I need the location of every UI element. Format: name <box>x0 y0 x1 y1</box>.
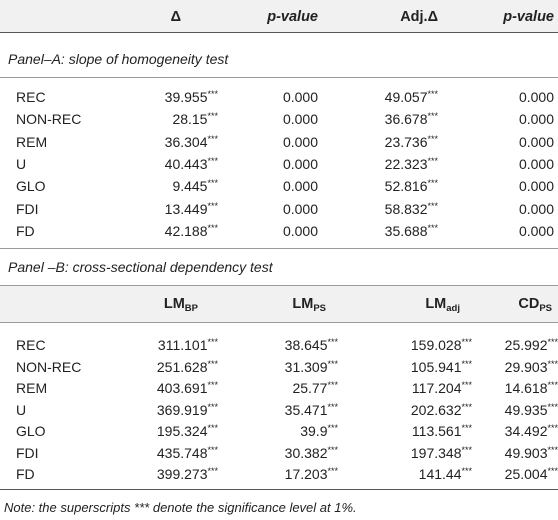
significance-mark: *** <box>207 111 218 122</box>
row-label: REM <box>16 380 48 396</box>
table-cell-v2: 0.000 <box>282 200 318 217</box>
row-label: U <box>16 401 27 418</box>
table-cell-v1: 251.628*** <box>156 358 218 375</box>
table-cell-v4: 25.992*** <box>504 337 558 353</box>
table-cell-v1: 42.188*** <box>164 222 218 239</box>
table-cell-v3: 159.028*** <box>410 337 472 353</box>
significance-mark: *** <box>207 444 218 455</box>
table-cell-v4: 0.000 <box>518 111 554 128</box>
row-label: GLO <box>16 178 46 195</box>
significance-mark: *** <box>427 222 438 233</box>
rule <box>0 77 558 78</box>
panel-a-header-adj-delta: Adj.Δ <box>400 9 438 25</box>
significance-mark: *** <box>547 380 558 390</box>
significance-mark: *** <box>547 358 558 369</box>
significance-mark: *** <box>207 222 218 233</box>
table-cell-v2: 0.000 <box>282 133 318 150</box>
table-cell-v3: 49.057*** <box>384 89 438 105</box>
table-cell-v1: 13.449*** <box>164 200 218 217</box>
panel-a-title: Panel–A: slope of homogeneity test <box>8 51 229 67</box>
significance-mark: *** <box>461 380 472 390</box>
table-cell-v1: 435.748*** <box>156 444 218 461</box>
significance-mark: *** <box>427 155 438 166</box>
table-cell-v2: 0.000 <box>282 155 318 172</box>
table-cell-v1: 36.304*** <box>164 133 218 150</box>
row-label: REC <box>16 89 46 105</box>
rule <box>0 32 558 33</box>
significance-mark: *** <box>461 466 472 476</box>
panel-b-title: Panel –B: cross-sectional dependency test <box>8 259 273 275</box>
significance-mark: *** <box>207 200 218 211</box>
table-cell-v2: 0.000 <box>282 178 318 195</box>
panel-b-header-lm-adj: $LM_{adj}$ <box>425 296 460 314</box>
significance-mark: *** <box>461 444 472 455</box>
table-cell-v3: 35.688*** <box>384 222 438 239</box>
significance-mark: *** <box>327 401 338 412</box>
table-cell-v3: 52.816*** <box>384 178 438 195</box>
table-cell-v1: 28.15*** <box>172 111 218 128</box>
table-cell-v1: 311.101*** <box>157 337 218 353</box>
table-cell-v2: 17.203*** <box>284 466 338 482</box>
table-cell-v2: 25.77*** <box>292 380 338 396</box>
table-cell-v3: 141.44*** <box>418 466 472 482</box>
significance-mark: *** <box>427 133 438 144</box>
table-cell-v2: 0.000 <box>282 111 318 128</box>
significance-mark: *** <box>427 89 438 99</box>
panel-b-header-row <box>0 285 558 323</box>
row-label: FD <box>16 466 35 482</box>
table-cell-v1: 40.443*** <box>164 155 218 172</box>
table-cell-v2: 38.645*** <box>284 337 338 353</box>
table-cell-v1: 403.691*** <box>156 380 218 396</box>
table-cell-v4: 34.492*** <box>504 423 558 439</box>
significance-mark: *** <box>327 358 338 369</box>
row-label: GLO <box>16 423 46 439</box>
row-label: REC <box>16 337 46 353</box>
table-cell-v4: 49.903*** <box>504 444 558 461</box>
table-cell-v3: 58.832*** <box>384 200 438 217</box>
significance-mark: *** <box>547 337 558 347</box>
significance-mark: *** <box>427 178 438 189</box>
panel-b-header-lm-ps: $LM_{PS}$ <box>292 296 326 314</box>
panel-b-header-cd-ps: $CD_{PS}$ <box>518 296 552 314</box>
significance-mark: *** <box>207 337 218 347</box>
significance-mark: *** <box>461 401 472 412</box>
significance-mark: *** <box>207 466 218 476</box>
significance-mark: *** <box>547 466 558 476</box>
table-cell-v4: 0.000 <box>518 222 554 239</box>
table-cell-v3: 36.678*** <box>384 111 438 128</box>
panel-a-header-pvalue <box>267 8 318 26</box>
significance-mark: *** <box>207 358 218 369</box>
table-cell-v3: 113.561*** <box>411 423 472 439</box>
table-cell-v4: 0.000 <box>518 200 554 217</box>
table-cell-v4: 25.004*** <box>504 466 558 482</box>
significance-mark: *** <box>327 337 338 347</box>
table-cell-v3: 197.348*** <box>410 444 472 461</box>
table-cell-v3: 22.323*** <box>384 155 438 172</box>
panel-a-header-delta: Δ <box>170 9 181 25</box>
significance-mark: *** <box>207 401 218 412</box>
table-cell-v4: 14.618*** <box>504 380 558 396</box>
significance-mark: *** <box>461 423 472 433</box>
row-label: FD <box>16 222 35 239</box>
panel-a-header-pvalue-text: p-value <box>267 9 318 25</box>
significance-mark: *** <box>547 401 558 412</box>
significance-mark: *** <box>461 358 472 369</box>
significance-mark: *** <box>327 466 338 476</box>
table-cell-v3: 202.632*** <box>410 401 472 418</box>
significance-mark: *** <box>207 423 218 433</box>
significance-mark: *** <box>547 423 558 433</box>
row-label: REM <box>16 133 48 150</box>
significance-mark: *** <box>547 444 558 455</box>
panel-a-header-pvalue-2: p-value <box>503 9 554 25</box>
table-cell-v4: 0.000 <box>518 178 554 195</box>
table-cell-v4: 0.000 <box>518 155 554 172</box>
table-cell-v1: 369.919*** <box>156 401 218 418</box>
significance-mark: *** <box>207 89 218 99</box>
significance-mark: *** <box>207 133 218 144</box>
rule <box>0 248 558 249</box>
row-label: NON-REC <box>16 358 82 375</box>
row-label: FDI <box>16 200 39 217</box>
table-note: Note: the superscripts *** denote the significance level at 1%. <box>4 500 357 515</box>
table-cell-v1: 39.955*** <box>164 89 218 105</box>
table-cell-v2: 0.000 <box>282 89 318 105</box>
row-label: FDI <box>16 444 39 461</box>
table-cell-v2: 31.309*** <box>284 358 338 375</box>
significance-mark: *** <box>207 155 218 166</box>
table-cell-v4: 0.000 <box>518 89 554 105</box>
significance-mark: *** <box>207 178 218 189</box>
panel-b-header-lm-bp: $LM_{BP}$ <box>163 296 198 314</box>
row-label: NON-REC <box>16 111 82 128</box>
significance-mark: *** <box>427 200 438 211</box>
significance-mark: *** <box>327 423 338 433</box>
significance-mark: *** <box>461 337 472 347</box>
table-cell-v2: 30.382*** <box>284 444 338 461</box>
table-cell-v1: 399.273*** <box>156 466 218 482</box>
table-cell-v3: 105.941*** <box>410 358 472 375</box>
rule <box>0 489 558 490</box>
table-cell-v4: 49.935*** <box>504 401 558 418</box>
significance-mark: *** <box>207 380 218 390</box>
table-cell-v1: 9.445*** <box>172 178 218 195</box>
table-cell-v4: 29.903*** <box>504 358 558 375</box>
table-cell-v3: 117.204*** <box>411 380 472 396</box>
table-cell-v1: 195.324*** <box>156 423 218 439</box>
row-label: U <box>16 155 27 172</box>
significance-mark: *** <box>327 444 338 455</box>
table-cell-v4: 0.000 <box>518 133 554 150</box>
significance-mark: *** <box>327 380 338 390</box>
table-cell-v3: 23.736*** <box>384 133 438 150</box>
table-cell-v2: 39.9*** <box>300 423 338 439</box>
table-cell-v2: 0.000 <box>282 222 318 239</box>
table-cell-v2: 35.471*** <box>284 401 338 418</box>
significance-mark: *** <box>427 111 438 122</box>
